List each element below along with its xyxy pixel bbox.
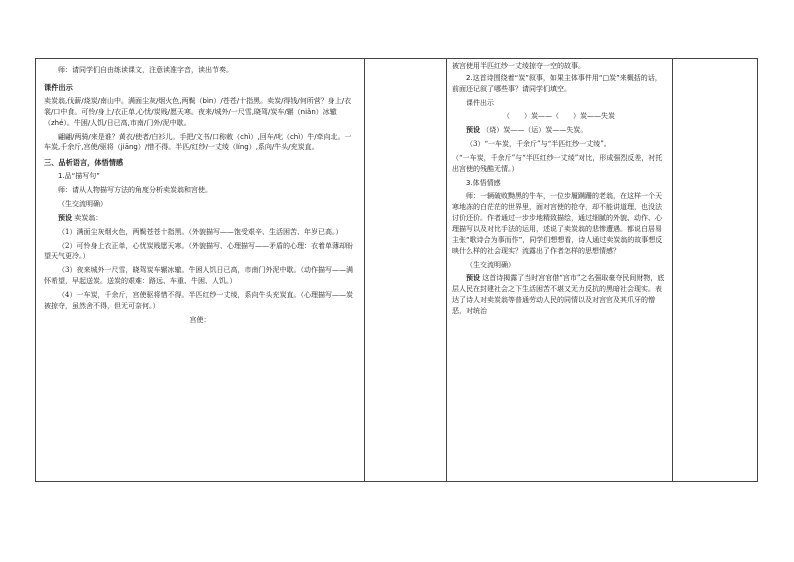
intro-text: 师：请同学们自由练读课文，注意读准字音，读出节奏。 bbox=[58, 66, 233, 74]
left-content-column bbox=[36, 59, 364, 481]
item-1: （1）满面尘灰烟火色，两鬓苍苍十指黑。（外貌描写——饱受艰辛、生活困苦、年岁已高。） bbox=[58, 227, 343, 236]
preset-label-2: 预设 bbox=[466, 125, 480, 135]
column-divider-3 bbox=[672, 59, 673, 481]
subheading-1: 1.品“描写句” bbox=[58, 172, 100, 181]
item-3: （3）夜来城外一尺雪，晓驾炭车辗冰辙。牛困人饥日已高，市南门外泥中歇。（动作描写——满怀希望，早起送炭。送炭的艰难：路远、车重、牛困、人饥。） bbox=[44, 266, 353, 286]
student-answer-2: （生交流明确） bbox=[466, 260, 515, 269]
preset-subject: 卖炭翁： bbox=[74, 213, 103, 222]
courseware-label: 课件出示 bbox=[466, 98, 494, 107]
top-line: 被宫使用半匹红纱一丈绫掠夺一空的故事。 bbox=[452, 62, 585, 70]
pinyin-passage-1: 卖炭翁,伐薪/烧炭/南山中。满面尘灰/烟火色,两鬓（bìn）/苍苍/十指黑。卖炭/得钱/何所营？身上/衣裳/口中食。可怜/身上/衣正单,心忧/炭贱/愿天寒。夜来/城外/一尺雪,晓驾/炭车/辗（niǎn）冰辙（zhé）。牛困/人饥/日已高,市南/门外/泥中歇。 bbox=[44, 97, 352, 127]
student-answer: （生交流明确） bbox=[58, 200, 107, 209]
note-3-body: （“一车炭，千余斤”与“半匹红纱一丈绫”对比，形成强烈反差，衬托出宫使的残酷无情。） bbox=[452, 153, 663, 173]
pinyin-passage-2: 翩翩/两骑/来是谁？黄衣/使者/白衫儿。手把/文书/口称敕（chì）,回车/叱（chì）牛/牵向北。一车炭,千余斤,宫使/驱将（jiāng）/惜不得。半匹/红纱/一丈绫（líng）,系向/牛头/充炭直。 bbox=[44, 132, 352, 152]
section-title: 课件出示 bbox=[44, 82, 73, 92]
right-content-column bbox=[446, 59, 672, 481]
fill-blank-line: （ ）炭——（ ）炭——失炭 bbox=[503, 112, 615, 121]
heading-three: 三、品析语言，体悟情感 bbox=[44, 158, 124, 168]
note-3: （3）“一车炭，千余斤”与“半匹红纱一丈绫”。 bbox=[466, 140, 611, 149]
teacher-paragraph: 师：一辆破败黝黑的牛车，一位步履蹒跚的老翁，在这样一个天寒地冻的白茫茫的世界里，面对宫使的抢夺，却不能讲道理，也没法讨价还价。作者通过一步步地精致描绘，通过细腻的外貌、动作、心理描写以及对比手法的运用，述说了卖炭翁的悲惨遭遇。都说白居易主张“歌诗合为事而作”，同学们想想看，诗人通过卖炭翁的故事想反映什么样的社会现实？流露出了作者怎样的思想情感？ bbox=[452, 192, 663, 255]
preset-label: 预设 bbox=[58, 212, 72, 222]
teacher-question: 师：请从人物描写方法的角度分析卖炭翁和宫使。 bbox=[58, 186, 212, 195]
final-preset-label: 预设 bbox=[466, 273, 480, 283]
item-4: （4）一车炭，千余斤，宫使驱将惜不得。半匹红纱一丈绫，系向牛头充炭直。（心理描写——炭被掠夺，虽然舍不得，但无可奈何。） bbox=[44, 290, 353, 310]
final-preset-text: 这首诗揭露了当时宫官借“宫市”之名强取豪夺民间财物，底层人民在封建社会之下生活困苦不堪又无力反抗的黑暗社会现实。表达了诗人对卖炭翁等普通劳动人民的同情以及对宫官及其爪牙的憎恶，对统治 bbox=[452, 274, 665, 315]
gongshi-label: 宫使： bbox=[189, 315, 211, 324]
column-divider-1 bbox=[364, 59, 365, 481]
subheading-3: 3.体悟情感 bbox=[466, 178, 501, 187]
preset-text-2: （烧）炭——（运）炭——失炭。 bbox=[482, 126, 588, 135]
lesson-table bbox=[35, 58, 758, 482]
item-2: （2）可怜身上衣正单，心忧炭贱愿天寒。（外貌描写、心理描写——矛盾的心理：衣着单薄却盼望天气更冷。） bbox=[44, 241, 353, 261]
question-2: 2.这首诗围绕着“炭”叙事，如果主体事件用“□炭”来概括的话，前面还记叙了哪些事？请同学们填空。 bbox=[452, 73, 662, 93]
